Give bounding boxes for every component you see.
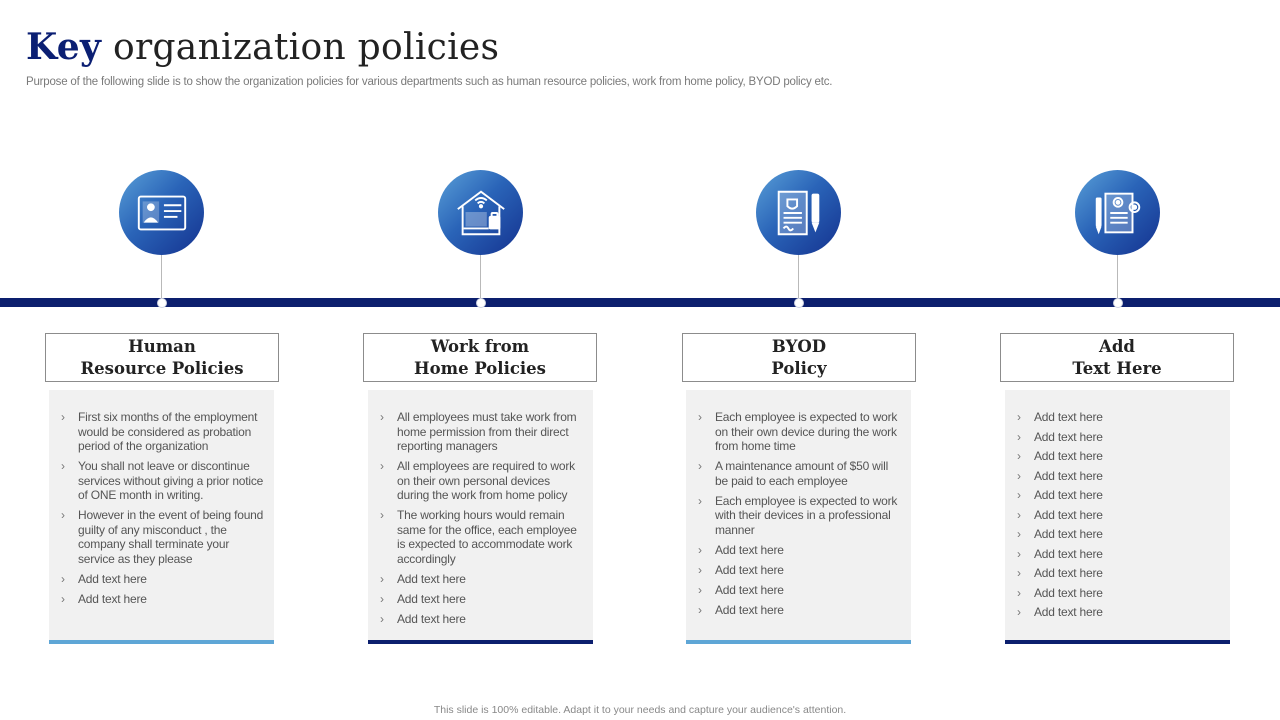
list-item: › All employees are required to work on their own personal devices during the work from home policy: [380, 459, 583, 503]
connector-line: [1117, 255, 1118, 300]
heading-line: Work from: [430, 336, 530, 356]
heading-line: BYOD: [771, 336, 827, 356]
heading-byod-policy: [682, 333, 916, 382]
timeline-dot: [157, 298, 167, 308]
heading-line: Resource Policies: [80, 358, 244, 378]
heading-line: Text Here: [1072, 358, 1162, 378]
list-item: › Add text here: [1017, 547, 1220, 562]
timeline-dot: [1113, 298, 1123, 308]
list-item: › Add text here: [61, 572, 264, 587]
panel-add-text: [1005, 390, 1230, 644]
list-item: › First six months of the employment would be considered as probation period of the organization: [61, 410, 264, 454]
heading-line: Add: [1099, 336, 1135, 356]
timeline-dot: [476, 298, 486, 308]
connector-line: [161, 255, 162, 300]
list-item: › The working hours would remain same for the office, each employee is expected to accommodate work accordingly: [380, 508, 583, 566]
list-item: › You shall not leave or discontinue services without giving a prior notice of ONE month in writing.: [61, 459, 264, 503]
certificate-pen-icon: [756, 170, 841, 255]
heading-wfh-policies: [363, 333, 597, 382]
work-from-home-icon: [438, 170, 523, 255]
list-item: › Add text here: [1017, 586, 1220, 601]
title-keyword: Key: [26, 26, 102, 68]
connector-line: [480, 255, 481, 300]
list-item: › Add text here: [1017, 430, 1220, 445]
list-item: › Add text here: [380, 592, 583, 607]
list-item: › However in the event of being found guilty of any misconduct , the company shall terminate your service as they please: [61, 508, 264, 566]
heading-line: Human: [128, 336, 196, 356]
document-gear-icon: [1075, 170, 1160, 255]
title-rest: organization policies: [112, 27, 500, 68]
list-item: › Add text here: [698, 583, 901, 598]
list-item: › Add text here: [380, 572, 583, 587]
list-item: › Add text here: [698, 563, 901, 578]
panel-wfh-policies: [368, 390, 593, 644]
heading-line: Home Policies: [414, 358, 546, 378]
list-item: › Add text here: [61, 592, 264, 607]
heading-hr-policies: [45, 333, 279, 382]
list-item: › Each employee is expected to work on their own device during the work from home time: [698, 410, 901, 454]
page-subtitle: Purpose of the following slide is to show the organization policies for various departments such as human resource policies, work from home policy, BYOD policy etc.: [26, 76, 833, 88]
list-item: › Add text here: [1017, 449, 1220, 464]
list-item: › Add text here: [1017, 527, 1220, 542]
list-item: › Add text here: [380, 612, 583, 627]
id-card-icon: [119, 170, 204, 255]
list-item: › Add text here: [1017, 605, 1220, 620]
panel-hr-policies: [49, 390, 274, 644]
list-item: › A maintenance amount of $50 will be paid to each employee: [698, 459, 901, 488]
list-item: › Add text here: [1017, 410, 1220, 425]
panel-byod-policy: [686, 390, 911, 644]
timeline-bar: [0, 298, 1280, 307]
timeline-dot: [794, 298, 804, 308]
list-item: › Add text here: [698, 603, 901, 618]
list-item: › Add text here: [1017, 566, 1220, 581]
list-item: › Add text here: [1017, 488, 1220, 503]
heading-add-text: [1000, 333, 1234, 382]
footer-note: This slide is 100% editable. Adapt it to your needs and capture your audience's attention.: [433, 704, 847, 716]
list-item: › Add text here: [1017, 508, 1220, 523]
heading-line: Policy: [771, 358, 827, 378]
list-item: › All employees must take work from home permission from their direct reporting managers: [380, 410, 583, 454]
connector-line: [798, 255, 799, 300]
list-item: › Add text here: [698, 543, 901, 558]
page-title: [26, 26, 499, 68]
list-item: › Add text here: [1017, 469, 1220, 484]
list-item: › Each employee is expected to work with their devices in a professional manner: [698, 494, 901, 538]
